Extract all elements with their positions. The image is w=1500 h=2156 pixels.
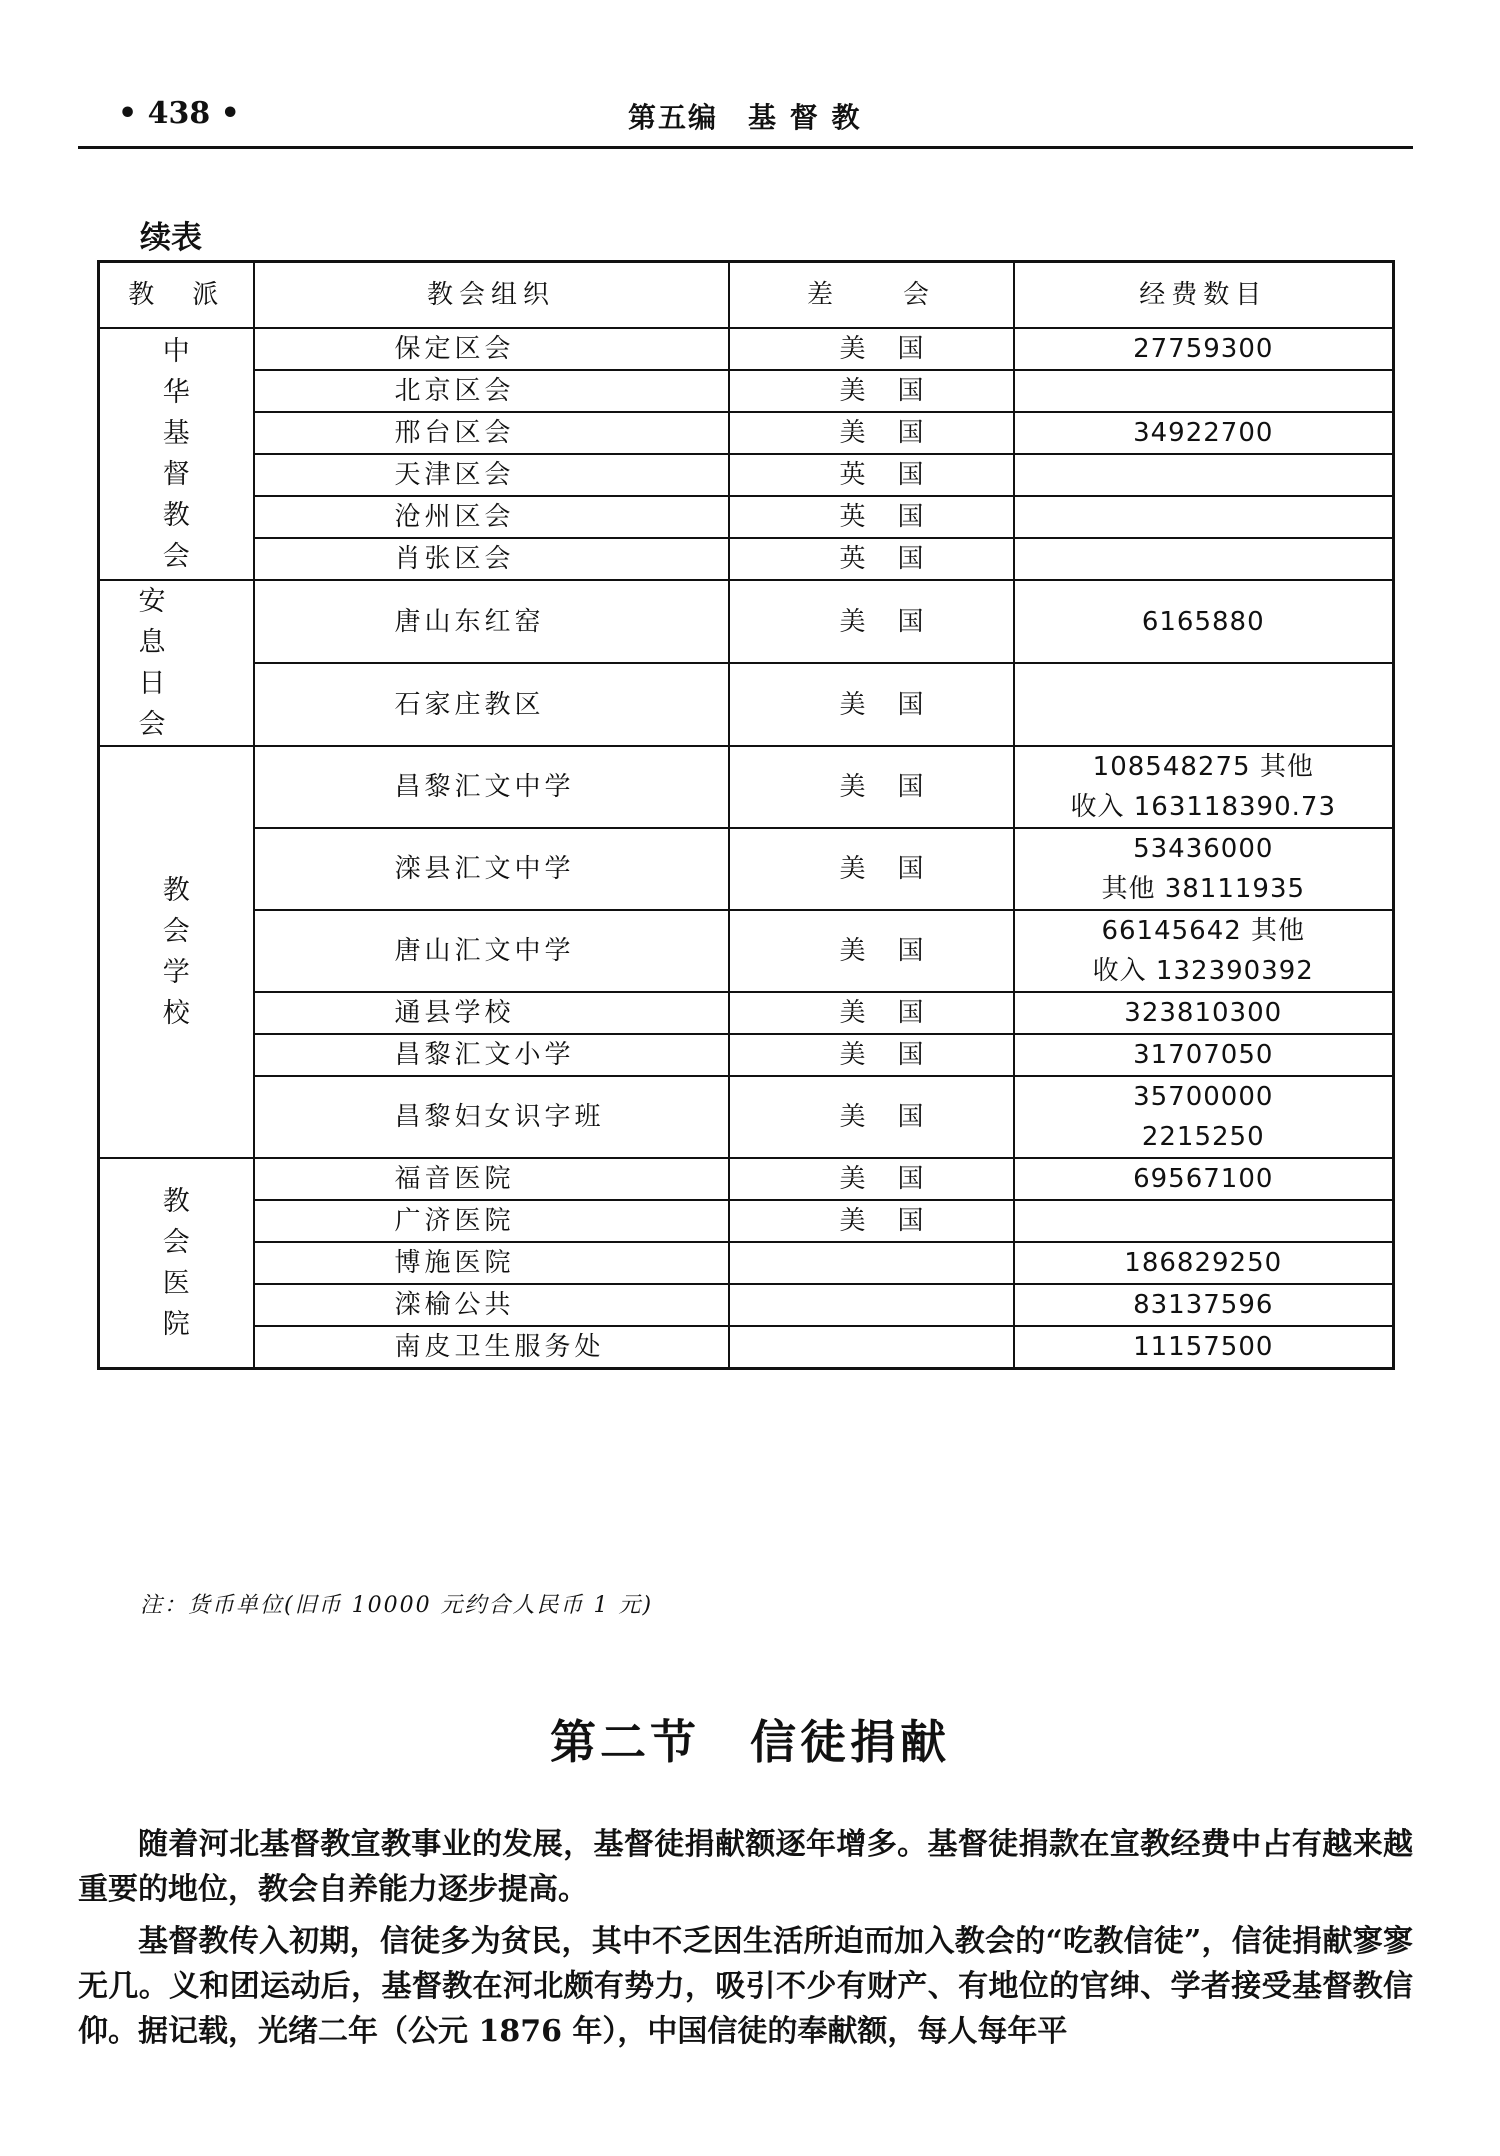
organization-cell: 唐山汇文中学 [254,910,729,992]
organization-cell: 滦榆公共 [254,1284,729,1326]
table-row [99,1034,1394,1076]
funds-cell [1014,1158,1394,1200]
section-title: 第二节 信徒捐献 [550,1715,950,1769]
mission-cell [729,663,1014,746]
funds-cell [1014,1284,1394,1326]
running-head: 第五编 基 督 教 [628,101,862,134]
mission-cell [729,370,1014,412]
mission-label: 英国 [839,460,956,490]
organization-cell: 天津区会 [254,454,729,496]
funds-line: 53436000 [1133,834,1274,864]
table-note: 注：货币单位(旧币 10000 元约合人民币 1 元) [140,1593,654,1618]
funds-cell [1014,538,1394,580]
mission-label: 美国 [839,418,956,448]
funding-table [97,260,1395,1370]
table-row [99,1076,1394,1158]
funds-cell [1014,454,1394,496]
mission-cell [729,454,1014,496]
funds-line: 69567100 [1133,1164,1274,1194]
funds-line: 323810300 [1124,998,1283,1028]
organization-cell: 福音医院 [254,1158,729,1200]
funds-line: 35700000 [1133,1082,1274,1112]
organization-cell: 南皮卫生服务处 [254,1326,729,1369]
organization-cell: 石家庄教区 [254,663,729,746]
mission-label: 美国 [839,376,956,406]
denomination-label: 教会学校 [162,875,190,1029]
page-number: • 438 • [118,96,240,131]
mission-label: 英国 [839,502,956,532]
organization-cell: 博施医院 [254,1242,729,1284]
funds-cell [1014,328,1394,370]
table-row [99,1158,1394,1200]
mission-cell [729,538,1014,580]
paragraph: 随着河北基督教宣教事业的发展，基督徒捐献额逐年增多。基督徒捐款在宣教经费中占有越来越重要的地位，教会自养能力逐步提高。 [78,1827,1413,1907]
table-row [99,370,1394,412]
organization-cell: 唐山东红窑 [254,580,729,663]
funds-cell [1014,1326,1394,1369]
funds-cell [1014,580,1394,663]
organization-cell: 通县学校 [254,992,729,1034]
funding-table-container [97,260,1395,1370]
mission-cell [729,1034,1014,1076]
table-row [99,1242,1394,1284]
mission-label: 美国 [839,772,956,802]
organization-cell: 肖张区会 [254,538,729,580]
funds-cell [1014,1242,1394,1284]
table-row [99,412,1394,454]
mission-label: 美国 [839,606,956,637]
mission-label: 美国 [839,998,956,1028]
funds-line: 186829250 [1124,1248,1283,1278]
funds-cell [1014,746,1394,828]
funds-cell [1014,1200,1394,1242]
funds-line: 31707050 [1133,1040,1274,1070]
denomination-cell [99,746,254,1158]
denomination-cell [99,580,254,746]
mission-label: 美国 [839,334,956,364]
organization-cell: 北京区会 [254,370,729,412]
table-row [99,538,1394,580]
funds-line: 108548275 其他 [1092,752,1314,782]
table-caption: 续表 [140,220,202,256]
table-row [99,580,1394,663]
organization-cell: 保定区会 [254,328,729,370]
mission-cell [729,1284,1014,1326]
body-text [78,1822,1413,2054]
mission-cell [729,746,1014,828]
denomination-cell [99,328,254,580]
table-row [99,1284,1394,1326]
funds-cell [1014,370,1394,412]
funds-cell [1014,828,1394,910]
table-row [99,828,1394,910]
organization-cell: 昌黎汇文中学 [254,746,729,828]
mission-cell [729,412,1014,454]
funds-line: 2215250 [1141,1122,1265,1152]
mission-cell [729,1158,1014,1200]
mission-label: 美国 [839,1102,956,1132]
table-row [99,746,1394,828]
mission-cell [729,1076,1014,1158]
organization-cell: 广济医院 [254,1200,729,1242]
funds-line: 66145642 其他 [1101,916,1306,946]
mission-cell [729,1200,1014,1242]
mission-label: 美国 [839,1040,956,1070]
funds-cell [1014,412,1394,454]
table-row [99,663,1394,746]
table-row [99,1326,1394,1369]
header-cell-funds: 经费数目 [1014,262,1394,329]
funds-line: 11157500 [1133,1332,1274,1362]
funds-cell [1014,992,1394,1034]
mission-label: 英国 [839,544,956,574]
funds-cell [1014,1034,1394,1076]
mission-label: 美国 [839,936,956,966]
header-cell-mission: 差 会 [729,262,1014,329]
funds-line: 收入 163118390.73 [1070,792,1336,822]
table-row [99,454,1394,496]
header-cell-denomination: 教 派 [99,262,254,329]
mission-cell [729,828,1014,910]
funds-line: 收入 132390392 [1092,956,1314,986]
mission-cell [729,328,1014,370]
table-row [99,910,1394,992]
organization-cell: 滦县汇文中学 [254,828,729,910]
funds-cell [1014,496,1394,538]
table-row [99,992,1394,1034]
denomination-cell [99,1158,254,1369]
mission-label: 美国 [839,1164,956,1194]
organization-cell: 昌黎汇文小学 [254,1034,729,1076]
organization-cell: 昌黎妇女识字班 [254,1076,729,1158]
funds-line: 83137596 [1133,1290,1274,1320]
table-row [99,496,1394,538]
denomination-label: 安息日会 [138,586,215,740]
table-row [99,328,1394,370]
funds-cell [1014,663,1394,746]
organization-cell: 邢台区会 [254,412,729,454]
mission-label: 美国 [839,854,956,884]
mission-cell [729,1326,1014,1369]
mission-cell [729,910,1014,992]
denomination-label: 教会医院 [162,1186,190,1340]
table-header-row [99,262,1394,329]
header-cell-organization: 教会组织 [254,262,729,329]
funds-line: 其他 38111935 [1101,874,1306,904]
table-row [99,1200,1394,1242]
mission-cell [729,1242,1014,1284]
funds-cell [1014,1076,1394,1158]
funds-cell [1014,910,1394,992]
mission-label: 美国 [839,1206,956,1236]
denomination-label: 中华基督教会 [162,336,190,572]
mission-cell [729,992,1014,1034]
funds-line: 27759300 [1133,334,1274,364]
paragraph: 基督教传入初期，信徒多为贫民，其中不乏因生活所迫而加入教会的“吃教信徒”，信徒捐献寥寥无几。义和团运动后，基督教在河北颇有势力，吸引不少有财产、有地位的官绅、学者接受基督教信仰。据记载，光绪二年（公元 1876 年），中国信徒的奉献额，每人每年平 [78,1924,1413,2049]
organization-cell: 沧州区会 [254,496,729,538]
mission-cell [729,496,1014,538]
mission-cell [729,580,1014,663]
page-header [78,92,1413,149]
mission-label: 美国 [839,689,956,720]
funds-line: 34922700 [1133,418,1274,448]
funds-line: 6165880 [1141,606,1265,637]
